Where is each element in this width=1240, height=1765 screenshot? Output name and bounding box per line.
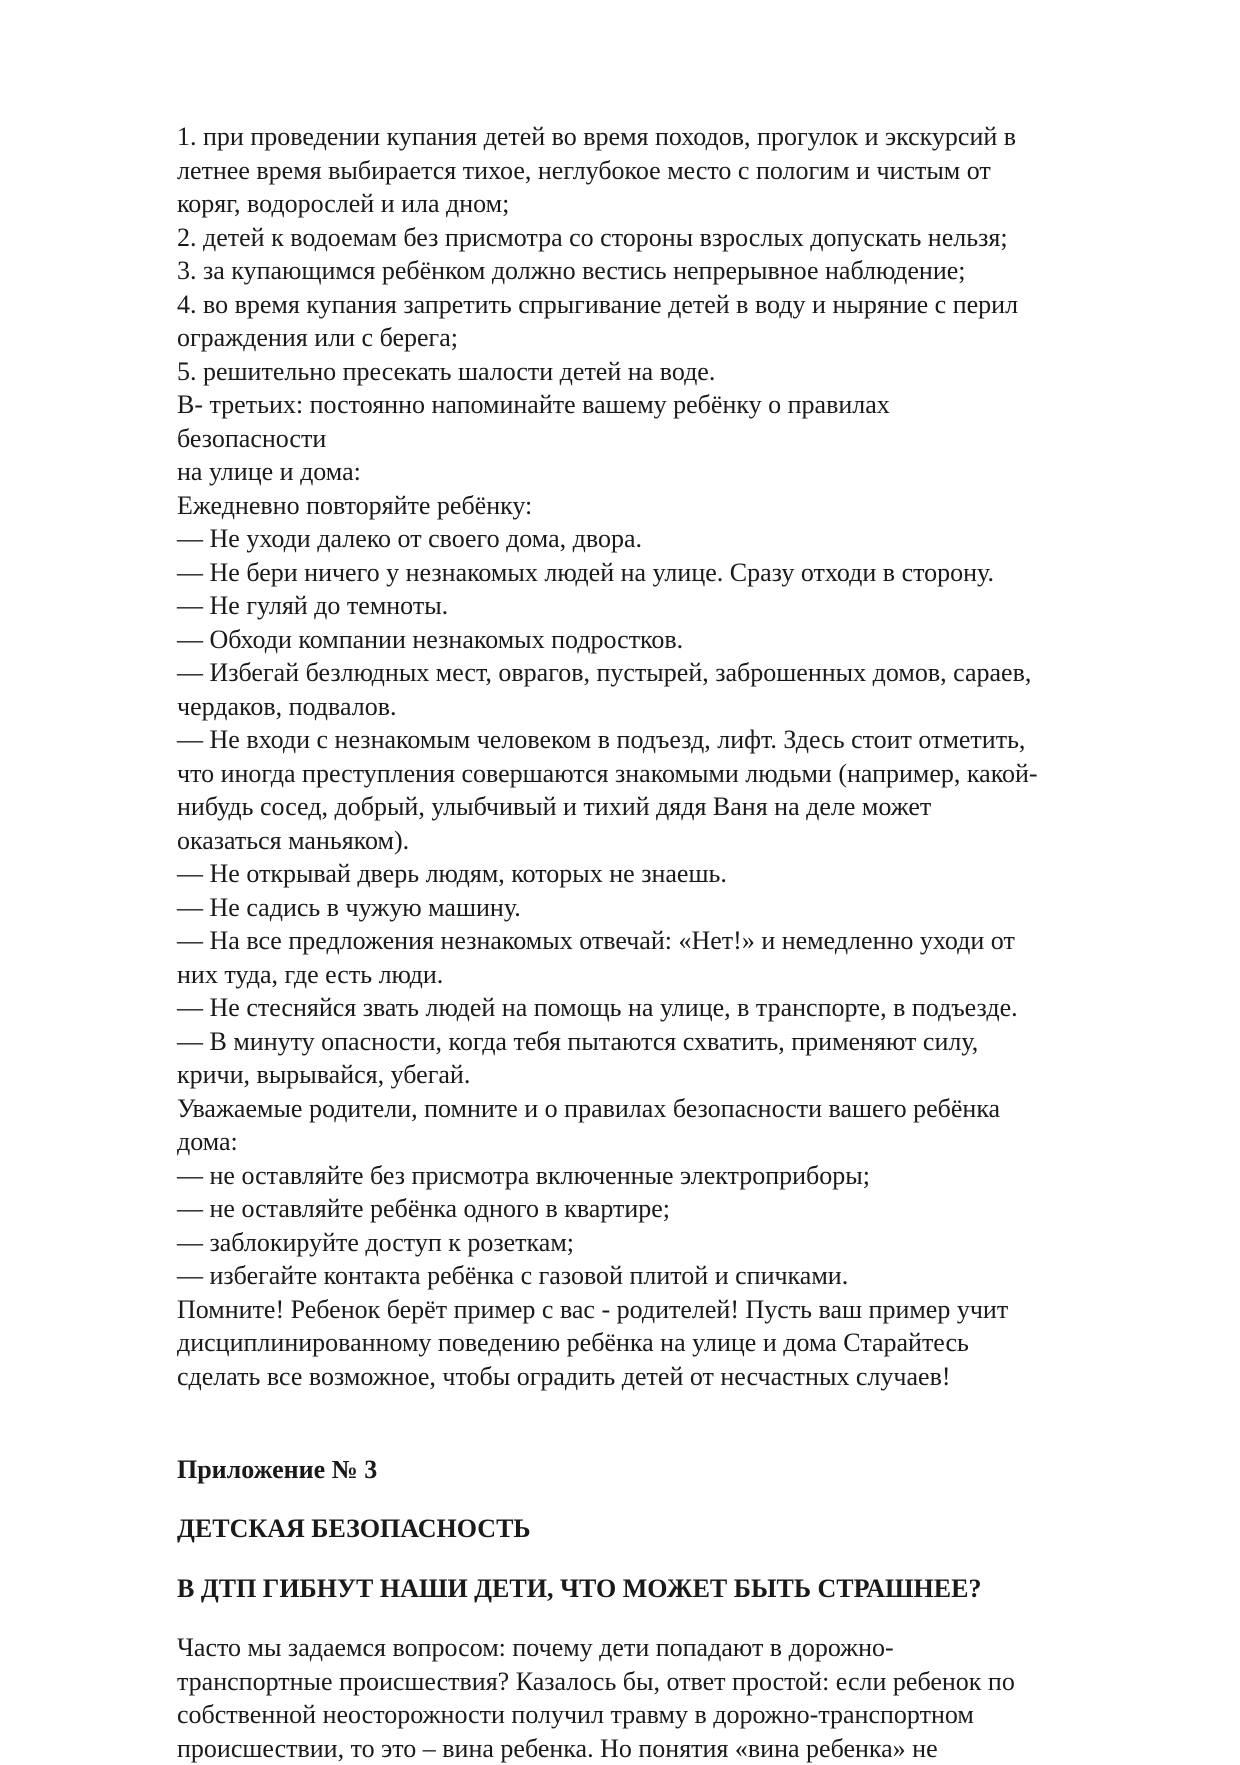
text-line: — Не садись в чужую машину. — [177, 891, 1167, 925]
paragraph-spacer — [177, 1393, 1167, 1427]
text-line: — Не входи с незнакомым человеком в подъезд, лифт. Здесь стоит отметить, — [177, 723, 1167, 757]
document-text — [177, 120, 1167, 1765]
appendix-subtitle: В ДТП ГИБНУТ НАШИ ДЕТИ, ЧТО МОЖЕТ БЫТЬ СТРАШНЕЕ? — [177, 1572, 1167, 1606]
text-line: 4. во время купания запретить спрыгивание детей в воду и ныряние с перил — [177, 288, 1167, 322]
text-line: происшествии, то это – вина ребенка. Но понятия «вина ребенка» не — [177, 1732, 1167, 1765]
body-text — [177, 120, 1167, 1393]
text-line: — избегайте контакта ребёнка с газовой плитой и спичками. — [177, 1259, 1167, 1293]
text-line: что иногда преступления совершаются знакомыми людьми (например, какой- — [177, 757, 1167, 791]
text-line: чердаков, подвалов. — [177, 690, 1167, 724]
text-line: — Избегай безлюдных мест, оврагов, пустырей, заброшенных домов, сараев, — [177, 656, 1167, 690]
text-line: Ежедневно повторяйте ребёнку: — [177, 489, 1167, 523]
text-line: 2. детей к водоемам без присмотра со стороны взрослых допускать нельзя; — [177, 221, 1167, 255]
text-line: 5. решительно пресекать шалости детей на воде. — [177, 355, 1167, 389]
text-line: — заблокируйте доступ к розеткам; — [177, 1226, 1167, 1260]
text-line: — Не уходи далеко от своего дома, двора. — [177, 522, 1167, 556]
appendix-label: Приложение № 3 — [177, 1453, 1167, 1487]
text-line: кричи, вырывайся, убегай. — [177, 1058, 1167, 1092]
text-line: — Не открывай дверь людям, которых не знаешь. — [177, 857, 1167, 891]
appendix-heading — [177, 1453, 1167, 1606]
text-line: — Обходи компании незнакомых подростков. — [177, 623, 1167, 657]
text-line: — На все предложения незнакомых отвечай: «Нет!» и немедленно уходи от — [177, 924, 1167, 958]
text-line: В- третьих: постоянно напоминайте вашему ребёнку о правилах — [177, 388, 1167, 422]
text-line: 3. за купающимся ребёнком должно вестись непрерывное наблюдение; — [177, 254, 1167, 288]
text-line: — Не бери ничего у незнакомых людей на улице. Сразу отходи в сторону. — [177, 556, 1167, 590]
text-line: оказаться маньяком). — [177, 824, 1167, 858]
text-line: — Не гуляй до темноты. — [177, 589, 1167, 623]
text-line: — В минуту опасности, когда тебя пытаются схватить, применяют силу, — [177, 1025, 1167, 1059]
text-line: Часто мы задаемся вопросом: почему дети попадают в дорожно- — [177, 1631, 1167, 1665]
text-line: летнее время выбирается тихое, неглубокое место с пологим и чистым от — [177, 154, 1167, 188]
text-line: 1. при проведении купания детей во время походов, прогулок и экскурсий в — [177, 120, 1167, 154]
text-line: безопасности — [177, 422, 1167, 456]
text-line: транспортные происшествия? Казалось бы, ответ простой: если ребенок по — [177, 1665, 1167, 1699]
text-line: — не оставляйте ребёнка одного в квартире; — [177, 1192, 1167, 1226]
text-line: Уважаемые родители, помните и о правилах безопасности вашего ребёнка — [177, 1092, 1167, 1126]
text-line: — не оставляйте без присмотра включенные электроприборы; — [177, 1159, 1167, 1193]
text-line: дисциплинированному поведению ребёнка на улице и дома Старайтесь — [177, 1326, 1167, 1360]
appendix-title: ДЕТСКАЯ БЕЗОПАСНОСТЬ — [177, 1512, 1167, 1546]
text-line: ограждения или с берега; — [177, 321, 1167, 355]
text-line: собственной неосторожности получил травму в дорожно-транспортном — [177, 1698, 1167, 1732]
text-line: — Не стесняйся звать людей на помощь на улице, в транспорте, в подъезде. — [177, 991, 1167, 1025]
closing-text — [177, 1631, 1167, 1765]
text-line: нибудь сосед, добрый, улыбчивый и тихий дядя Ваня на деле может — [177, 790, 1167, 824]
text-line: дома: — [177, 1125, 1167, 1159]
text-line: них туда, где есть люди. — [177, 958, 1167, 992]
text-line: сделать все возможное, чтобы оградить детей от несчастных случаев! — [177, 1360, 1167, 1394]
text-line: коряг, водорослей и ила дном; — [177, 187, 1167, 221]
text-line: Помните! Ребенок берёт пример с вас - родителей! Пусть ваш пример учит — [177, 1293, 1167, 1327]
text-line: на улице и дома: — [177, 455, 1167, 489]
